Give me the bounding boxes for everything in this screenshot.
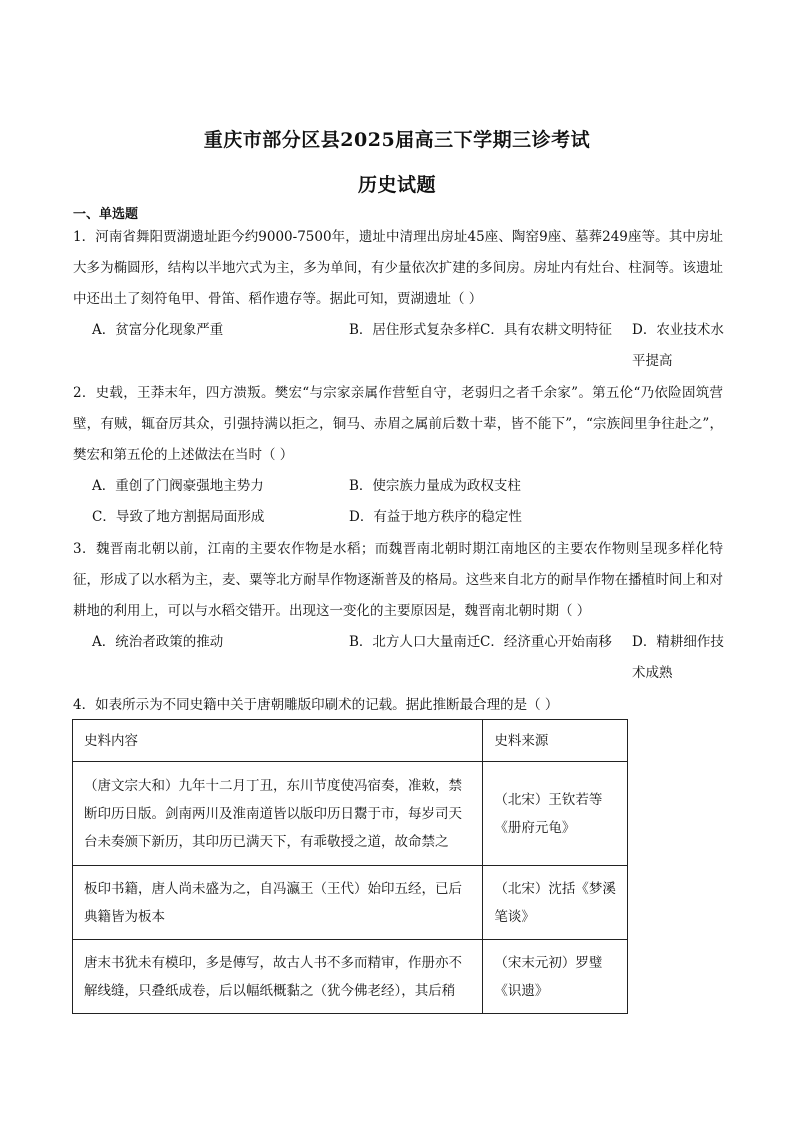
table-cell-content: （唐文宗大和）九年十二月丁丑，东川节度使冯宿奏，准敕，禁断印历日版。剑南两川及淮南道皆以版印历日鬻于市，每岁司天台未奏颁下新历，其印历已满天下，有乖敬授之道，故命禁之 <box>73 762 483 866</box>
table-row <box>73 866 628 940</box>
section-title: 一、单选题 <box>73 207 139 222</box>
question-1-options <box>92 315 722 377</box>
table-cell-content: 板印书籍，唐人尚未盛为之，自冯瀛王（王代）始印五经，已后典籍皆为板本 <box>73 866 483 940</box>
question-2-stem: 2．史载，王莽末年，四方溃叛。樊宏“与宗家亲属作营堑自守，老弱归之者千余家”。第五伦“乃依险固筑营壁，有贼，辄奋厉其众，引强持满以拒之，铜马、赤眉之属前后数十辈，皆不能下”，“宗族闾里争往赴之”，樊宏和第五伦的上述做法在当时（ ） <box>73 385 723 463</box>
table-cell-content: 唐末书犹未有模印，多是傳写，故古人书不多而精审，作册亦不解线缝，只叠纸成卷，后以幅纸概黏之（犹今佛老经），其后稍 <box>73 940 483 1014</box>
table-row <box>73 940 628 1014</box>
table-header-row <box>73 720 628 762</box>
option-c: C．经济重心开始南移 <box>480 634 612 650</box>
question-2-options <box>92 471 722 533</box>
exam-title: 重庆市部分区县2025届高三下学期三诊考试 <box>203 129 591 151</box>
table-cell-source: （北宋）王钦若等《册府元龟》 <box>483 762 628 866</box>
option-d: D．农业技术水平提高 <box>632 322 724 369</box>
option-d: D．精耕细作技术成熟 <box>632 634 724 681</box>
option-a: A．重创了门阀豪强地主势力 <box>92 478 264 494</box>
option-d: D．有益于地方秩序的稳定性 <box>349 509 522 525</box>
source-table <box>72 719 628 1014</box>
question-3-stem: 3．魏晋南北朝以前，江南的主要农作物是水稻；而魏晋南北朝时期江南地区的主要农作物则呈现多样化特征，形成了以水稻为主，麦、粟等北方耐旱作物逐渐普及的格局。这些来自北方的耐旱作物在播植时间上和对耕地的利用上，可以与水稻交错开。出现这一变化的主要原因是，魏晋南北朝时期（ ） <box>73 541 723 619</box>
table-row <box>73 762 628 866</box>
exam-subject: 历史试题 <box>357 174 436 196</box>
option-b: B．北方人口大量南迁 <box>349 634 481 650</box>
table-cell-source: （宋末元初）罗璧《识遗》 <box>483 940 628 1014</box>
column-header-source: 史料来源 <box>483 720 628 762</box>
option-b: B．使宗族力量成为政权支柱 <box>349 478 521 494</box>
option-b: B．居住形式复杂多样 <box>349 322 481 338</box>
option-c: C．具有农耕文明特征 <box>480 322 612 338</box>
question-3-options <box>92 627 722 689</box>
option-c: C．导致了地方割据局面形成 <box>92 509 265 525</box>
question-1-stem: 1．河南省舞阳贾湖遗址距今约9000-7500年，遗址中清理出房址45座、陶窑9座、墓葬249座等。其中房址大多为椭圆形，结构以半地穴式为主，多为单间，有少量依次扩建的多间房。房址内有灶台、柱洞等。该遗址中还出土了刻符龟甲、骨笛、稻作遗存等。据此可知，贾湖遗址（ ） <box>73 229 723 307</box>
option-a: A．统治者政策的推动 <box>92 634 224 650</box>
table-cell-source: （北宋）沈括《梦溪笔谈》 <box>483 866 628 940</box>
column-header-content: 史料内容 <box>73 720 483 762</box>
option-a: A．贫富分化现象严重 <box>92 322 224 338</box>
question-4-stem: 4．如表所示为不同史籍中关于唐朝雕版印刷术的记载。据此推断最合理的是（ ） <box>73 697 559 713</box>
